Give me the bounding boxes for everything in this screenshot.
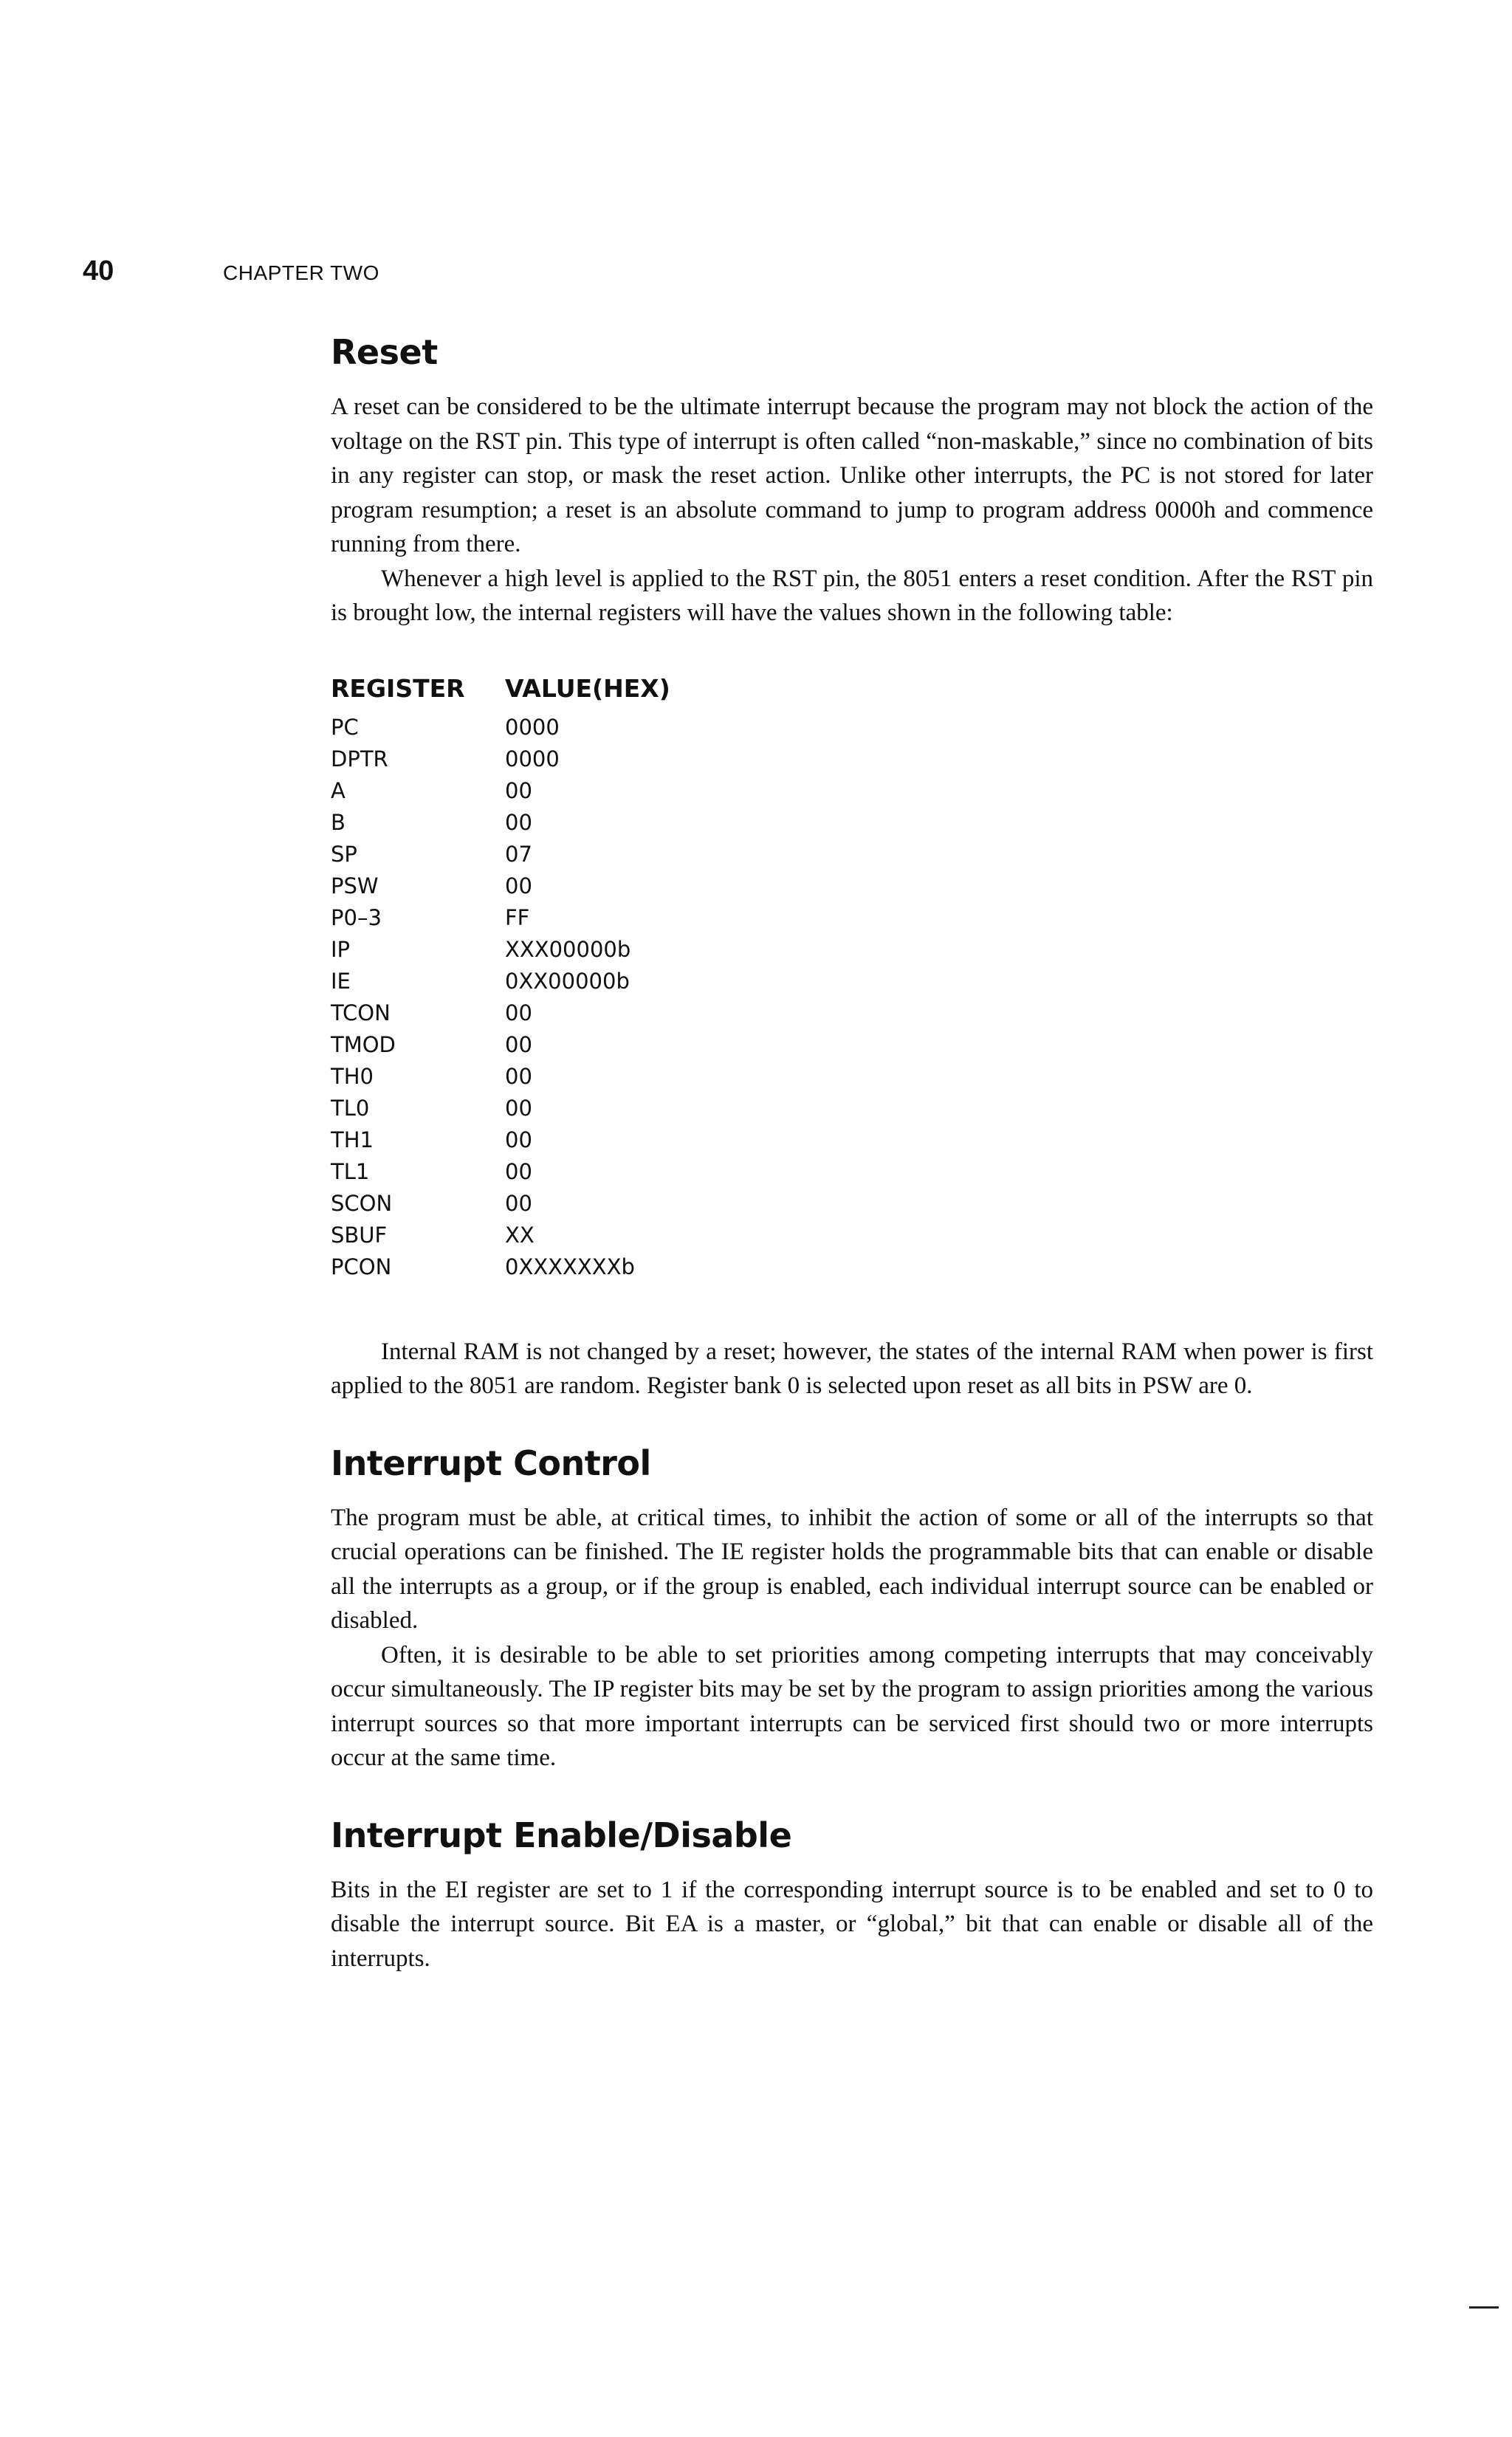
page-edge-mark <box>1469 2306 1499 2309</box>
register-name: P0–3 <box>331 905 382 930</box>
section-heading-reset: Reset <box>331 332 438 372</box>
running-head <box>83 255 379 287</box>
interrupt-enable-paragraph-1: Bits in the EI register are set to 1 if the corresponding interrupt source is to be enabled and set to 0 to disable the interrupt source. Bit EA is a master, or “global,” bit that can enable or disable all of the interrupts. <box>331 1876 1373 1972</box>
table-row <box>331 1093 1373 1124</box>
register-value: 0XX00000b <box>505 969 630 994</box>
register-value: 00 <box>505 1032 532 1057</box>
register-reset-table <box>331 660 1373 1283</box>
table-row <box>331 1061 1373 1093</box>
header-register: REGISTER <box>331 673 465 703</box>
register-value: 00 <box>505 810 532 835</box>
interrupt-control-paragraph-1: The program must be able, at critical times, to inhibit the action of some or all of the interrupts so that crucial operations can be finished. The IE register holds the programmable bits that can enable or disable all the interrupts as a group, or if the group is enabled, each individual interrupt source can be enabled or disabled. <box>331 1504 1373 1634</box>
register-name: PSW <box>331 873 379 898</box>
reset-section <box>331 332 1373 1403</box>
interrupt-enable-section <box>331 1815 1373 1976</box>
table-row <box>331 870 1373 902</box>
table-row <box>331 1124 1373 1156</box>
table-row <box>331 839 1373 870</box>
table-row <box>331 902 1373 934</box>
header-value: VALUE(HEX) <box>505 673 670 703</box>
register-name: A <box>331 778 346 803</box>
register-value: FF <box>505 905 530 930</box>
interrupt-control-paragraph-2: Often, it is desirable to be able to set priorities among competing interrupts that may conceivably occur simultaneously. The IP register bits may be set by the program to assign priorities among the various interrupt sources so that more important interrupts can be serviced first should two or more interrupts occur at the same time. <box>331 1641 1373 1771</box>
table-row <box>331 712 1373 743</box>
page-number: 40 <box>83 255 114 286</box>
register-name: SP <box>331 842 357 867</box>
register-name: DPTR <box>331 746 388 771</box>
page-content <box>331 332 1373 1976</box>
register-name: TH0 <box>331 1064 374 1089</box>
table-row <box>331 1029 1373 1061</box>
register-name: TMOD <box>331 1032 396 1057</box>
table-body <box>331 712 1373 1283</box>
table-row <box>331 934 1373 966</box>
register-value: XX <box>505 1223 535 1248</box>
section-heading-interrupt-control: Interrupt Control <box>331 1443 651 1483</box>
register-value: 00 <box>505 1000 532 1025</box>
register-value: 0000 <box>505 715 560 740</box>
table-row <box>331 1251 1373 1283</box>
table-row <box>331 997 1373 1029</box>
chapter-title: CHAPTER TWO <box>223 261 379 284</box>
section-heading-interrupt-enable: Interrupt Enable/Disable <box>331 1815 792 1855</box>
table-row <box>331 807 1373 839</box>
table-header <box>331 660 1373 703</box>
register-name: TL1 <box>331 1159 370 1184</box>
register-name: SBUF <box>331 1223 388 1248</box>
register-value: 00 <box>505 1064 532 1089</box>
table-row <box>331 1156 1373 1188</box>
register-name: TH1 <box>331 1127 374 1152</box>
register-name: TL0 <box>331 1096 370 1121</box>
register-name: IE <box>331 969 351 994</box>
register-name: PCON <box>331 1254 392 1279</box>
register-value: 0000 <box>505 746 560 771</box>
table-row <box>331 1220 1373 1251</box>
register-value: 00 <box>505 873 532 898</box>
register-name: PC <box>331 715 359 740</box>
register-value: 00 <box>505 1159 532 1184</box>
register-value: 00 <box>505 1127 532 1152</box>
interrupt-control-section <box>331 1443 1373 1776</box>
reset-paragraph-1: A reset can be considered to be the ultimate interrupt because the program may not block the action of the voltage on the RST pin. This type of interrupt is often called “non-maskable,” since no combination of bits in any register can stop, or mask the reset action. Unlike other interrupts, the PC is not stored for later program resumption; a reset is an absolute command to jump to program address 0000h and commence running from there. <box>331 393 1373 557</box>
register-value: 0XXXXXXXb <box>505 1254 635 1279</box>
register-name: SCON <box>331 1191 393 1216</box>
table-row <box>331 966 1373 997</box>
table-row <box>331 743 1373 775</box>
register-name: B <box>331 810 346 835</box>
register-value: XXX00000b <box>505 937 631 962</box>
reset-paragraph-3: Internal RAM is not changed by a reset; however, the states of the internal RAM when power is first applied to the 8051 are random. Register bank 0 is selected upon reset as all bits in PSW are 0. <box>331 1338 1373 1399</box>
table-row <box>331 775 1373 807</box>
table-row <box>331 1188 1373 1220</box>
register-name: IP <box>331 937 351 962</box>
register-name: TCON <box>331 1000 391 1025</box>
register-value: 00 <box>505 1096 532 1121</box>
register-value: 00 <box>505 1191 532 1216</box>
reset-paragraph-2: Whenever a high level is applied to the RST pin, the 8051 enters a reset condition. After the RST pin is brought low, the internal registers will have the values shown in the following table: <box>331 565 1373 626</box>
register-value: 07 <box>505 842 532 867</box>
register-value: 00 <box>505 778 532 803</box>
